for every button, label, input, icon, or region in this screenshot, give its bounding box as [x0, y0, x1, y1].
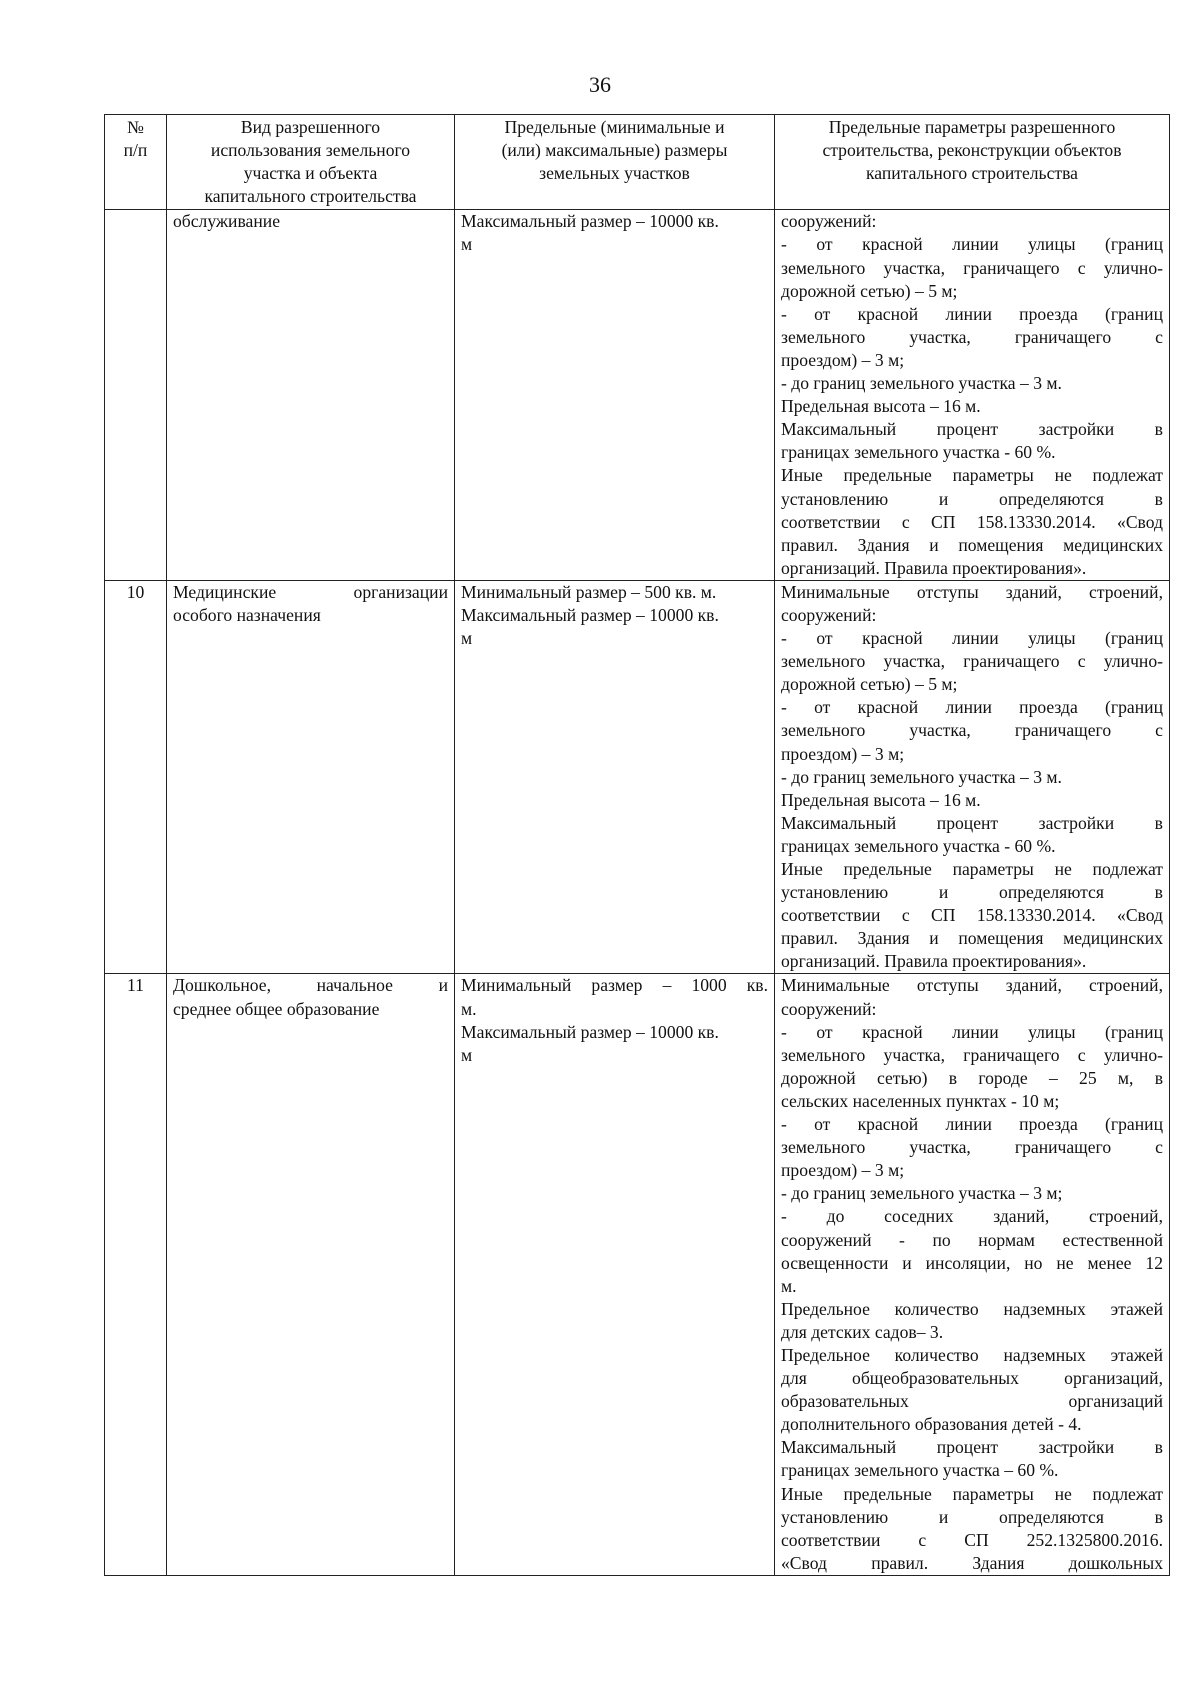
cell-line: Максимальный размер – 10000 кв. — [461, 211, 719, 232]
cell-line: Иные предельные параметры не подлежат — [781, 465, 1163, 486]
cell-line: - до границ земельного участка – 3 м; — [781, 1183, 1063, 1204]
cell-line: - до соседних зданий, строений, — [781, 1206, 1163, 1227]
cell-line: - от красной линии проезда (границ — [781, 1114, 1163, 1135]
permitted-use-cell — [167, 974, 455, 1575]
cell-line: соответствии с СП 158.13330.2014. «Свод — [781, 511, 1163, 532]
cell-line: Предельная высота – 16 м. — [781, 789, 981, 810]
header-construction-params — [775, 115, 1170, 210]
header-line: (или) максимальные) размеры — [501, 140, 728, 161]
header-number — [105, 115, 167, 210]
cell-line: образовательных организаций — [781, 1391, 1163, 1412]
construction-params-cell — [775, 974, 1170, 1575]
cell-line: «Свод правил. Здания дошкольных — [781, 1552, 1163, 1573]
cell-line: - до границ земельного участка – 3 м. — [781, 766, 1062, 787]
cell-line: земельного участка, граничащего с — [781, 720, 1163, 741]
cell-line: земельного участка, граничащего с улично- — [781, 1044, 1163, 1065]
cell-line: Максимальный процент застройки в — [781, 419, 1163, 440]
cell-line: Минимальные отступы зданий, строений, — [781, 975, 1163, 996]
cell-line: Медицинские организации — [173, 581, 448, 602]
cell-line: земельного участка, граничащего с улично- — [781, 257, 1163, 278]
cell-line: - от красной линии проезда (границ — [781, 303, 1163, 324]
cell-line: проездом) – 3 м; — [781, 1160, 905, 1181]
permitted-use-cell — [167, 210, 455, 581]
cell-line: Максимальный процент застройки в — [781, 1437, 1163, 1458]
construction-params-cell — [775, 210, 1170, 581]
cell-line: земельного участка, граничащего с — [781, 1137, 1163, 1158]
cell-line: м — [461, 1044, 473, 1065]
cell-line: освещенности и инсоляции, но не менее 12 — [781, 1252, 1163, 1273]
cell-line: Иные предельные параметры не подлежат — [781, 1483, 1163, 1504]
cell-line: сооружений: — [781, 604, 877, 625]
cell-line: особого назначения — [173, 604, 321, 625]
cell-line: соответствии с СП 158.13330.2014. «Свод — [781, 905, 1163, 926]
header-line: капитального строительства — [204, 186, 417, 207]
header-line: Предельные (минимальные и — [504, 117, 725, 137]
cell-line: установлению и определяются в — [781, 882, 1163, 903]
cell-line: земельного участка, граничащего с улично- — [781, 651, 1163, 672]
cell-line: Максимальный размер – 10000 кв. — [461, 1021, 719, 1042]
cell-line: Максимальный размер – 10000 кв. — [461, 604, 719, 625]
cell-line: сооружений: — [781, 211, 877, 232]
cell-line: для детских садов– 3. — [781, 1321, 944, 1342]
cell-line: - от красной линии улицы (границ — [781, 628, 1163, 649]
plot-size-cell — [455, 580, 775, 974]
table-row — [105, 210, 1170, 581]
page-number: 36 — [589, 72, 611, 97]
cell-line: м — [461, 234, 473, 255]
construction-params-cell — [775, 580, 1170, 974]
cell-line: Предельное количество надземных этажей — [781, 1298, 1163, 1319]
cell-line: Дошкольное, начальное и — [173, 975, 448, 996]
row-number: 10 — [105, 580, 167, 974]
table-row — [105, 580, 1170, 974]
cell-line: правил. Здания и помещения медицинских — [781, 534, 1163, 555]
header-line: капитального строительства — [866, 163, 1078, 184]
cell-line: организаций. Правила проектирования». — [781, 557, 1087, 578]
cell-line: дополнительного образования детей - 4. — [781, 1414, 1082, 1435]
cell-line: сельских населенных пунктах - 10 м; — [781, 1090, 1060, 1111]
cell-line: Минимальный размер – 500 кв. м. — [461, 581, 717, 602]
cell-line: м. — [461, 998, 477, 1019]
cell-line: обслуживание — [173, 211, 280, 232]
header-line: Вид разрешенного — [240, 117, 381, 137]
plot-size-cell — [455, 974, 775, 1575]
cell-line: проездом) – 3 м; — [781, 743, 905, 764]
header-line: Предельные параметры разрешенного — [828, 117, 1116, 137]
cell-line: - от красной линии улицы (границ — [781, 234, 1163, 255]
cell-line: дорожной сетью) – 5 м; — [781, 280, 958, 301]
table-header-row — [105, 115, 1170, 210]
plot-size-cell — [455, 210, 775, 581]
cell-line: правил. Здания и помещения медицинских — [781, 928, 1163, 949]
cell-line: м — [461, 628, 473, 649]
row-number: 11 — [105, 974, 167, 1575]
cell-line: дорожной сетью) – 5 м; — [781, 674, 958, 695]
header-line: участка и объекта — [243, 163, 378, 184]
table-row — [105, 974, 1170, 1575]
header-permitted-use — [167, 115, 455, 210]
cell-line: сооружений: — [781, 998, 877, 1019]
cell-line: проездом) – 3 м; — [781, 349, 905, 370]
header-line: использования земельного — [210, 140, 411, 161]
cell-line: Минимальный размер – 1000 кв. — [461, 975, 768, 996]
header-line: земельных участков — [539, 163, 690, 184]
cell-line: Минимальные отступы зданий, строений, — [781, 581, 1163, 602]
cell-line: Предельное количество надземных этажей — [781, 1344, 1163, 1365]
cell-line: Предельная высота – 16 м. — [781, 396, 981, 417]
cell-line: границах земельного участка - 60 %. — [781, 442, 1056, 463]
cell-line: - до границ земельного участка – 3 м. — [781, 373, 1062, 394]
row-number — [105, 210, 167, 581]
cell-line: границах земельного участка – 60 %. — [781, 1460, 1059, 1481]
cell-line: соответствии с СП 252.1325800.2016. — [781, 1529, 1163, 1550]
cell-line: Иные предельные параметры не подлежат — [781, 859, 1163, 879]
regulations-table — [104, 114, 1170, 1576]
cell-line: сооружений - по нормам естественной — [781, 1229, 1163, 1250]
cell-line: м. — [781, 1275, 797, 1296]
header-plot-size — [455, 115, 775, 210]
permitted-use-cell — [167, 580, 455, 974]
cell-line: дорожной сетью) в городе – 25 м, в — [781, 1067, 1163, 1088]
cell-line: - от красной линии проезда (границ — [781, 697, 1163, 718]
cell-line: для общеобразовательных организаций, — [781, 1368, 1163, 1389]
header-line: № — [127, 117, 144, 137]
cell-line: - от красной линии улицы (границ — [781, 1021, 1163, 1042]
cell-line: среднее общее образование — [173, 998, 380, 1019]
cell-line: организаций. Правила проектирования». — [781, 951, 1087, 972]
cell-line: установлению и определяются в — [781, 1506, 1163, 1527]
cell-line: границах земельного участка - 60 %. — [781, 835, 1056, 856]
cell-line: установлению и определяются в — [781, 488, 1163, 509]
cell-line: земельного участка, граничащего с — [781, 326, 1163, 347]
header-line: строительства, реконструкции объектов — [822, 140, 1122, 161]
header-line: п/п — [123, 140, 148, 161]
cell-line: Максимальный процент застройки в — [781, 812, 1163, 833]
